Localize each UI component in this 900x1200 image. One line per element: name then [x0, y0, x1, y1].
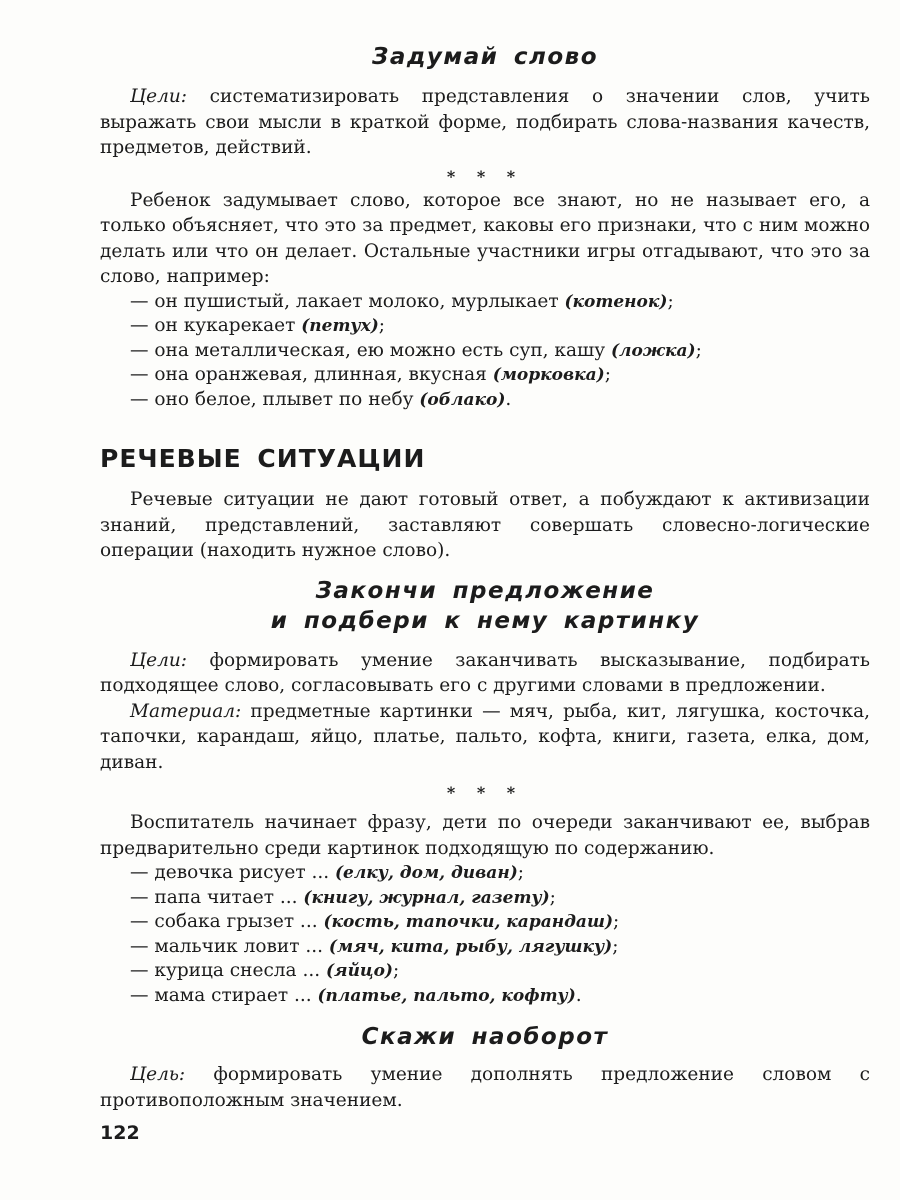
separator-stars: * * *	[446, 783, 524, 802]
list-item: — собака грызет ... (кость, тапочки, карандаш);	[130, 911, 620, 932]
game1-example-list	[100, 290, 870, 413]
list-item: — оно белое, плывет по небу (облако).	[130, 388, 512, 410]
list-item: — мама стирает ... (платье, пальто, кофту).	[130, 984, 582, 1006]
list-item: — мальчик ловит ... (мяч, кита, рыбу, лягушку);	[130, 935, 619, 957]
goal-text: формировать умение дополнять предложение словом с противоположным значением.	[100, 1064, 870, 1111]
game2-example-list	[100, 861, 870, 1008]
list-item: — папа читает ... (книгу, журнал, газету);	[130, 886, 556, 908]
goals-text: формировать умение заканчивать высказывание, подбирать подходящее слово, согласовывать его с другими словами в предложении.	[100, 649, 870, 696]
section-intro: Речевые ситуации не дают готовый ответ, а побуждают к активизации знаний, представлений, заставляют совершать словесно-логические операции (находить нужное слово).	[100, 489, 870, 561]
goal-label: Цель:	[130, 1064, 186, 1085]
goals-text: систематизировать представления о значении слов, учить выражать свои мысли в краткой форме, подбирать слова-названия качеств, предметов, действий.	[100, 86, 870, 158]
separator-stars: * * *	[446, 166, 524, 186]
game-title-line2: и подбери к нему картинку	[270, 607, 700, 634]
game2-material	[100, 699, 870, 776]
list-item: — он пушистый, лакает молоко, мурлыкает (котенок);	[130, 290, 674, 312]
goals-label: Цели:	[130, 649, 188, 671]
game2-intro: Воспитатель начинает фразу, дети по очереди заканчивают ее, выбрав предварительно среди картинок подходящую по содержанию.	[100, 812, 870, 859]
game-title-skazhi: Скажи наоборот	[361, 1024, 609, 1050]
material-text: предметные картинки — мяч, рыба, кит, лягушка, косточка, тапочки, карандаш, яйцо, платье, пальто, кофта, книги, газета, елка, дом, диван.	[100, 700, 870, 773]
game-title-line1: Закончи предложение	[315, 577, 655, 604]
game1-intro: Ребенок задумывает слово, которое все знают, но не называет его, а только объясняет, что это за предмет, каковы его признаки, что с ним можно делать или что он делает. Остальные участники игры отгадывают, что это за слово, например:	[100, 189, 870, 287]
game3-goal	[100, 1062, 870, 1113]
text-column	[100, 0, 870, 1113]
list-item: — она металлическая, ею можно есть суп, кашу (ложка);	[130, 339, 702, 361]
goals-label: Цели:	[130, 86, 188, 107]
game2-goals	[100, 648, 870, 699]
page-number: 122	[100, 1122, 140, 1144]
list-item: — она оранжевая, длинная, вкусная (морковка);	[130, 364, 611, 385]
game-title-zadumai: Задумай слово	[371, 44, 598, 70]
material-label: Материал:	[130, 700, 242, 722]
list-item: — девочка рисует ... (елку, дом, диван);	[130, 862, 524, 883]
list-item: — курица снесла ... (яйцо);	[130, 960, 400, 981]
game1-goals	[100, 84, 870, 161]
list-item: — он кукарекает (петух);	[130, 315, 386, 336]
section-heading: РЕЧЕВЫЕ СИТУАЦИИ	[100, 444, 426, 473]
